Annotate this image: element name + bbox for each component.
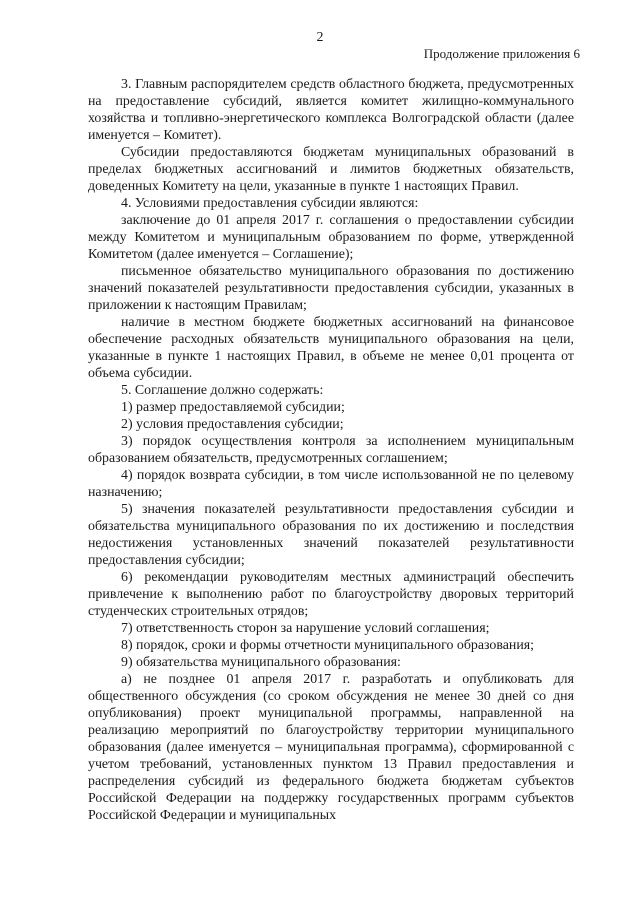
- header-note: Продолжение приложения 6: [423, 46, 580, 61]
- paragraph: 4) порядок возврата субсидии, в том числе использованной не по целевому назначению;: [88, 468, 574, 500]
- paragraph: 1) размер предоставляемой субсидии;: [121, 400, 345, 415]
- paragraph: наличие в местном бюджете бюджетных ассигнований на финансовое обеспечение расходных обязательств муниципального образования на цели, указанные в пункте 1 настоящих Правил, в объеме не менее 0,01 процента от объема субсидии.: [88, 315, 574, 381]
- paragraph: заключение до 01 апреля 2017 г. соглашения о предоставлении субсидии между Комитетом и муниципальным образованием по форме, утвержденной Комитетом (далее именуется – Соглашение);: [88, 213, 574, 262]
- document-body: [88, 76, 574, 824]
- page-number: 2: [316, 30, 324, 45]
- paragraph: 5) значения показателей результативности предоставления субсидии и обязательства муниципального образования по их достижению и последствия недостижения установленных значений показателей результативности предоставления субсидии;: [88, 502, 574, 568]
- paragraph: Субсидии предоставляются бюджетам муниципальных образований в пределах бюджетных ассигнований и лимитов бюджетных обязательств, доведенных Комитету на цели, указанные в пункте 1 настоящих Правил.: [88, 145, 574, 194]
- paragraph: а) не позднее 01 апреля 2017 г. разработать и опубликовать для общественного обсуждения (со сроком обсуждения не менее 30 дней со дня опубликования) проект муниципальной программы, направленной на реализацию мероприятий по благоустройству территории муниципального образования (далее именуется – муниципальная программа), сформированной с учетом требований, установленных пунктом 13 Правил предоставления и распределения субсидий из федерального бюджета бюджетам субъектов Российской Федерации на поддержку государственных программ субъектов Российской Федерации и муниципальных: [88, 672, 574, 823]
- paragraph: 9) обязательства муниципального образования:: [121, 655, 401, 670]
- paragraph: 3) порядок осуществления контроля за исполнением муниципальным образованием обязательств, предусмотренных соглашением;: [88, 434, 574, 466]
- paragraph: 2) условия предоставления субсидии;: [121, 417, 344, 432]
- paragraph: 5. Соглашение должно содержать:: [121, 383, 324, 398]
- paragraph: 7) ответственность сторон за нарушение условий соглашения;: [121, 621, 490, 636]
- paragraph: 8) порядок, сроки и формы отчетности муниципального образования;: [121, 638, 535, 653]
- paragraph: 4. Условиями предоставления субсидии являются:: [121, 196, 419, 211]
- paragraph: письменное обязательство муниципального образования по достижению значений показателей результативности предоставления субсидии, указанных в приложении к настоящим Правилам;: [88, 264, 574, 313]
- paragraph: 3. Главным распорядителем средств областного бюджета, предусмотренных на предоставление субсидий, является комитет жилищно-коммунального хозяйства и топливно-энергетического комплекса Волгоградской области (далее именуется – Комитет).: [88, 77, 574, 143]
- paragraph: 6) рекомендации руководителям местных администраций обеспечить привлечение к выполнению работ по благоустройству дворовых территорий студенческих строительных отрядов;: [88, 570, 574, 619]
